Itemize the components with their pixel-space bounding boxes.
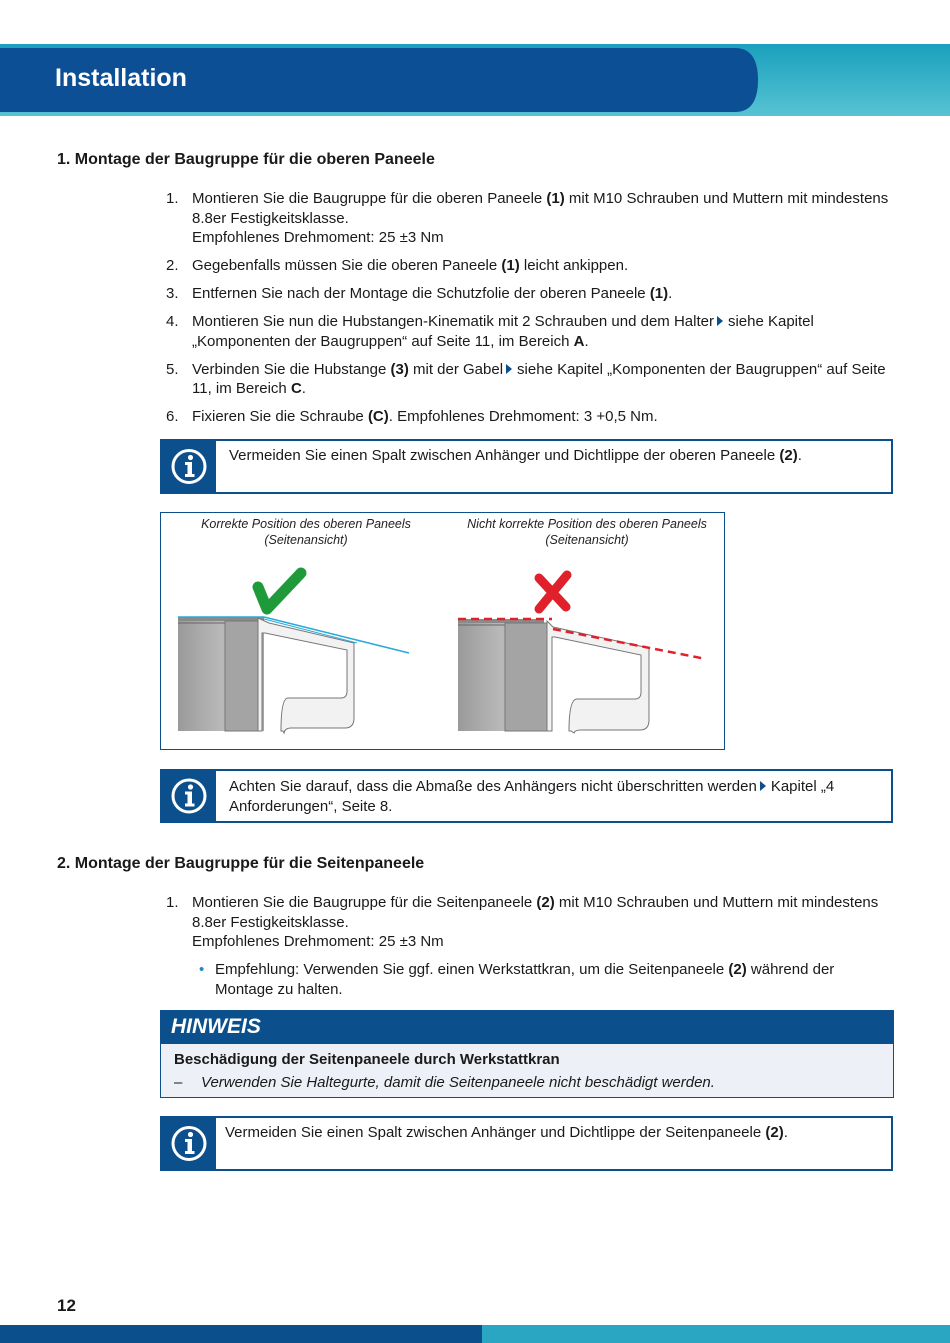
info-text: Vermeiden Sie einen Spalt zwischen Anhänger und Dichtlippe der oberen Paneele (2). [229, 447, 802, 464]
info-icon [162, 771, 216, 821]
bullet-item: • Empfehlung: Verwenden Sie ggf. einen Werkstattkran, um die Seitenpaneele (2) während der Montage zu halten. [199, 961, 835, 998]
info-text: Achten Sie darauf, dass die Abmaße des Anhängers nicht überschritten werden Kapitel „4 Anforderungen“, Seite 8. [229, 778, 835, 815]
info-bar [162, 1118, 216, 1169]
figure-caption-correct: Korrekte Position des oberen Paneels (Seitenansicht) [201, 517, 411, 547]
step-list-1 [166, 189, 896, 435]
notice-dash: – [174, 1074, 183, 1091]
cross-icon [539, 575, 567, 609]
figure-caption-incorrect: Nicht korrekte Position des oberen Paneels (Seitenansicht) [467, 517, 707, 547]
info-bar [162, 441, 216, 492]
info-box-1 [160, 439, 893, 494]
section-title-2: 2. Montage der Baugruppe für die Seitenpaneele [57, 855, 425, 872]
diagram-correct [178, 573, 409, 733]
page-number: 12 [57, 1296, 76, 1315]
footer-band-teal [482, 1325, 950, 1343]
section-title-1: 1. Montage der Baugruppe für die oberen Paneele [57, 151, 435, 168]
list-item: 1. Montieren Sie die Baugruppe für die oberen Paneele (1) mit M10 Schrauben und Muttern mit mindestens 8.8er Festigkeitsklasse. Empfohlenes Drehmoment: 25 ±3 Nm [166, 190, 889, 246]
figure-panel-positions [160, 512, 725, 750]
info-icon [162, 441, 216, 492]
notice-box [160, 1010, 894, 1098]
list-item: 5. Verbinden Sie die Hubstange (3) mit der Gabel siehe Kapitel „Komponenten der Baugruppen“ auf Seite 11, im Bereich C. [166, 360, 886, 397]
footer-band-blue [0, 1325, 482, 1343]
info-box-3 [160, 1116, 893, 1171]
list-item: 3. Entfernen Sie nach der Montage die Schutzfolie der oberen Paneele (1). [166, 285, 673, 302]
notice-subtitle: Beschädigung der Seitenpaneele durch Werkstattkran [174, 1051, 560, 1068]
notice-header [161, 1011, 893, 1044]
info-box-2 [160, 769, 893, 823]
list-item: 2. Gegebenfalls müssen Sie die oberen Paneele (1) leicht ankippen. [166, 257, 629, 274]
step-list-2 [166, 893, 896, 960]
info-icon [162, 1118, 216, 1169]
notice-title: HINWEIS [171, 1015, 261, 1038]
check-icon [258, 573, 301, 609]
list-item: 1. Montieren Sie die Baugruppe für die Seitenpaneele (2) mit M10 Schrauben und Muttern mit mindestens 8.8er Festigkeitsklasse. Empfohlenes Drehmoment: 25 ±3 Nm [166, 894, 879, 950]
notice-instruction: Verwenden Sie Haltegurte, damit die Seitenpaneele nicht beschädigt werden. [201, 1074, 715, 1091]
arrow-right-icon [506, 364, 512, 374]
info-text: Vermeiden Sie einen Spalt zwischen Anhänger und Dichtlippe der Seitenpaneele (2). [225, 1124, 788, 1141]
bullet-dot-icon: • [199, 961, 205, 978]
info-bar [162, 771, 216, 821]
page-title: Installation [55, 64, 187, 92]
arrow-right-icon [760, 781, 766, 791]
arrow-right-icon [717, 316, 723, 326]
list-item: 4. Montieren Sie nun die Hubstangen-Kinematik mit 2 Schrauben und dem Halter siehe Kapitel „Komponenten der Baugruppen“ auf Seite 11, im Bereich A. [166, 313, 814, 350]
figure-drawing [161, 513, 723, 748]
diagram-incorrect [458, 575, 706, 733]
list-item: 6. Fixieren Sie die Schraube (C). Empfohlenes Drehmoment: 3 +0,5 Nm. [166, 408, 658, 425]
